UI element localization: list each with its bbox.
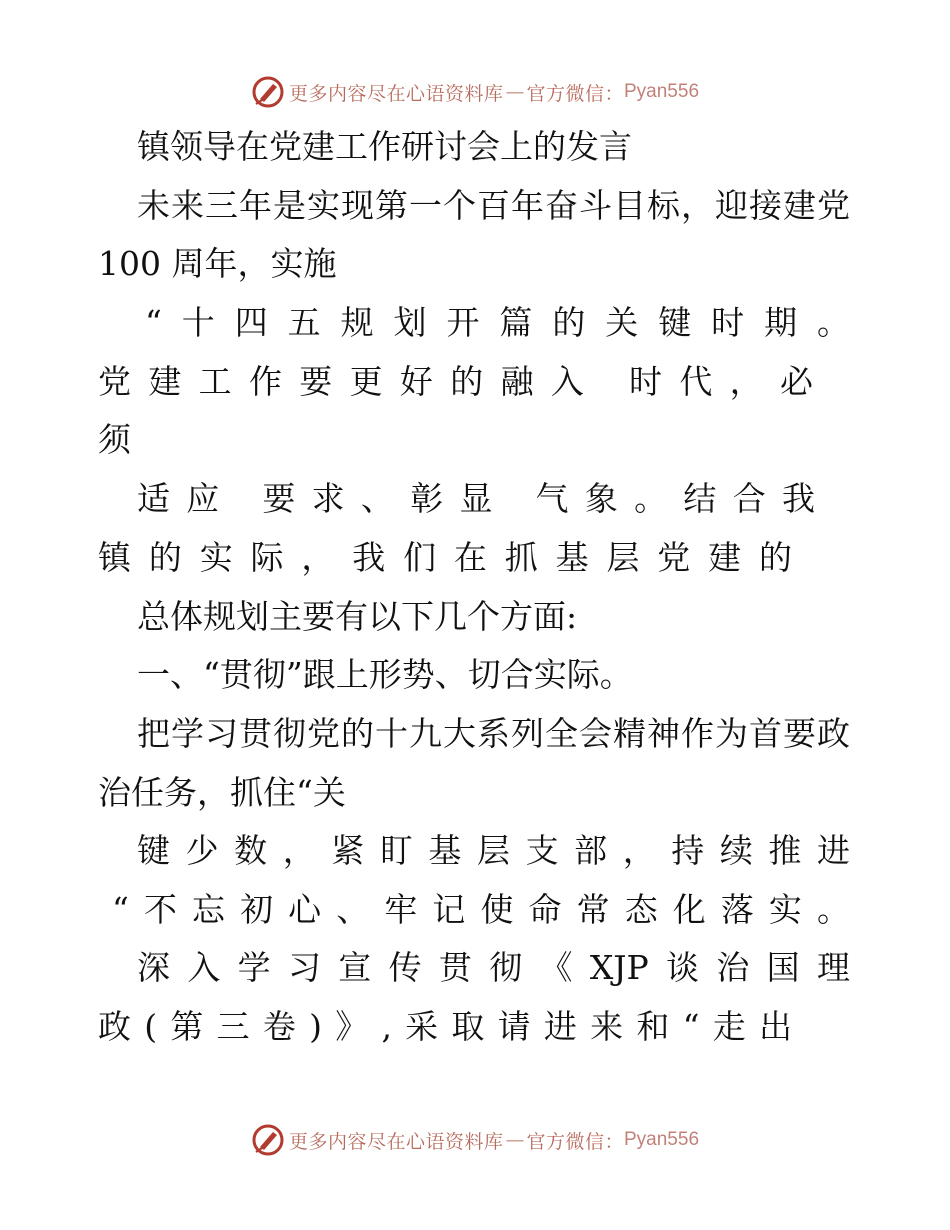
section-heading: 一、“贯彻”跟上形势、切合实际。 <box>137 655 633 694</box>
paragraph-line: 政(第三卷)》,采取请进来和“走出 <box>98 1007 792 1046</box>
paragraph-line: 未来三年是实现第一个百年奋斗目标，迎接建党 <box>137 186 850 225</box>
paragraph-line: 100 周年，实施 <box>98 244 337 283</box>
pen-logo-icon <box>251 75 285 109</box>
paragraph-line: 镇的实际，我们在抓基层党建的 <box>98 538 792 577</box>
header-watermark <box>0 72 950 112</box>
paragraph-line: 须 <box>98 420 131 459</box>
watermark-separator: — <box>505 81 525 103</box>
pen-logo-icon <box>251 1123 285 1157</box>
paragraph-line: “不忘初心、牢记使命常态化落实。 <box>112 890 850 929</box>
paragraph-line: “十四五规划开篇的关键时期。 <box>145 303 850 342</box>
document-title: 镇领导在党建工作研讨会上的发言 <box>137 127 632 166</box>
paragraph-line: 键少数，紧盯基层支部，持续推进 <box>137 831 850 870</box>
footer-watermark <box>0 1120 950 1160</box>
paragraph-line: 把学习贯彻党的十九大系列全会精神作为首要政 <box>137 714 850 753</box>
watermark-text: 更多内容尽在心语资料库 <box>288 82 504 105</box>
paragraph-line: 总体规划主要有以下几个方面: <box>137 597 578 636</box>
watermark-wechat-label: 官方微信： <box>526 82 624 105</box>
watermark-wechat-id: Pyan556 <box>624 81 700 102</box>
paragraph-line: 深入学习宣传贯彻《XJP谈治国理 <box>137 948 850 987</box>
paragraph-line: 适应 要求、彰显 气象。结合我 <box>137 479 815 518</box>
watermark-wechat-label: 官方微信： <box>526 1130 624 1153</box>
watermark-text: 更多内容尽在心语资料库 <box>288 1130 504 1153</box>
paragraph-line: 党建工作要更好的融入 时代，必 <box>98 362 813 401</box>
watermark-wechat-id: Pyan556 <box>624 1129 700 1150</box>
watermark-separator: — <box>505 1129 525 1151</box>
paragraph-line: 治任务，抓住“关 <box>98 773 346 812</box>
